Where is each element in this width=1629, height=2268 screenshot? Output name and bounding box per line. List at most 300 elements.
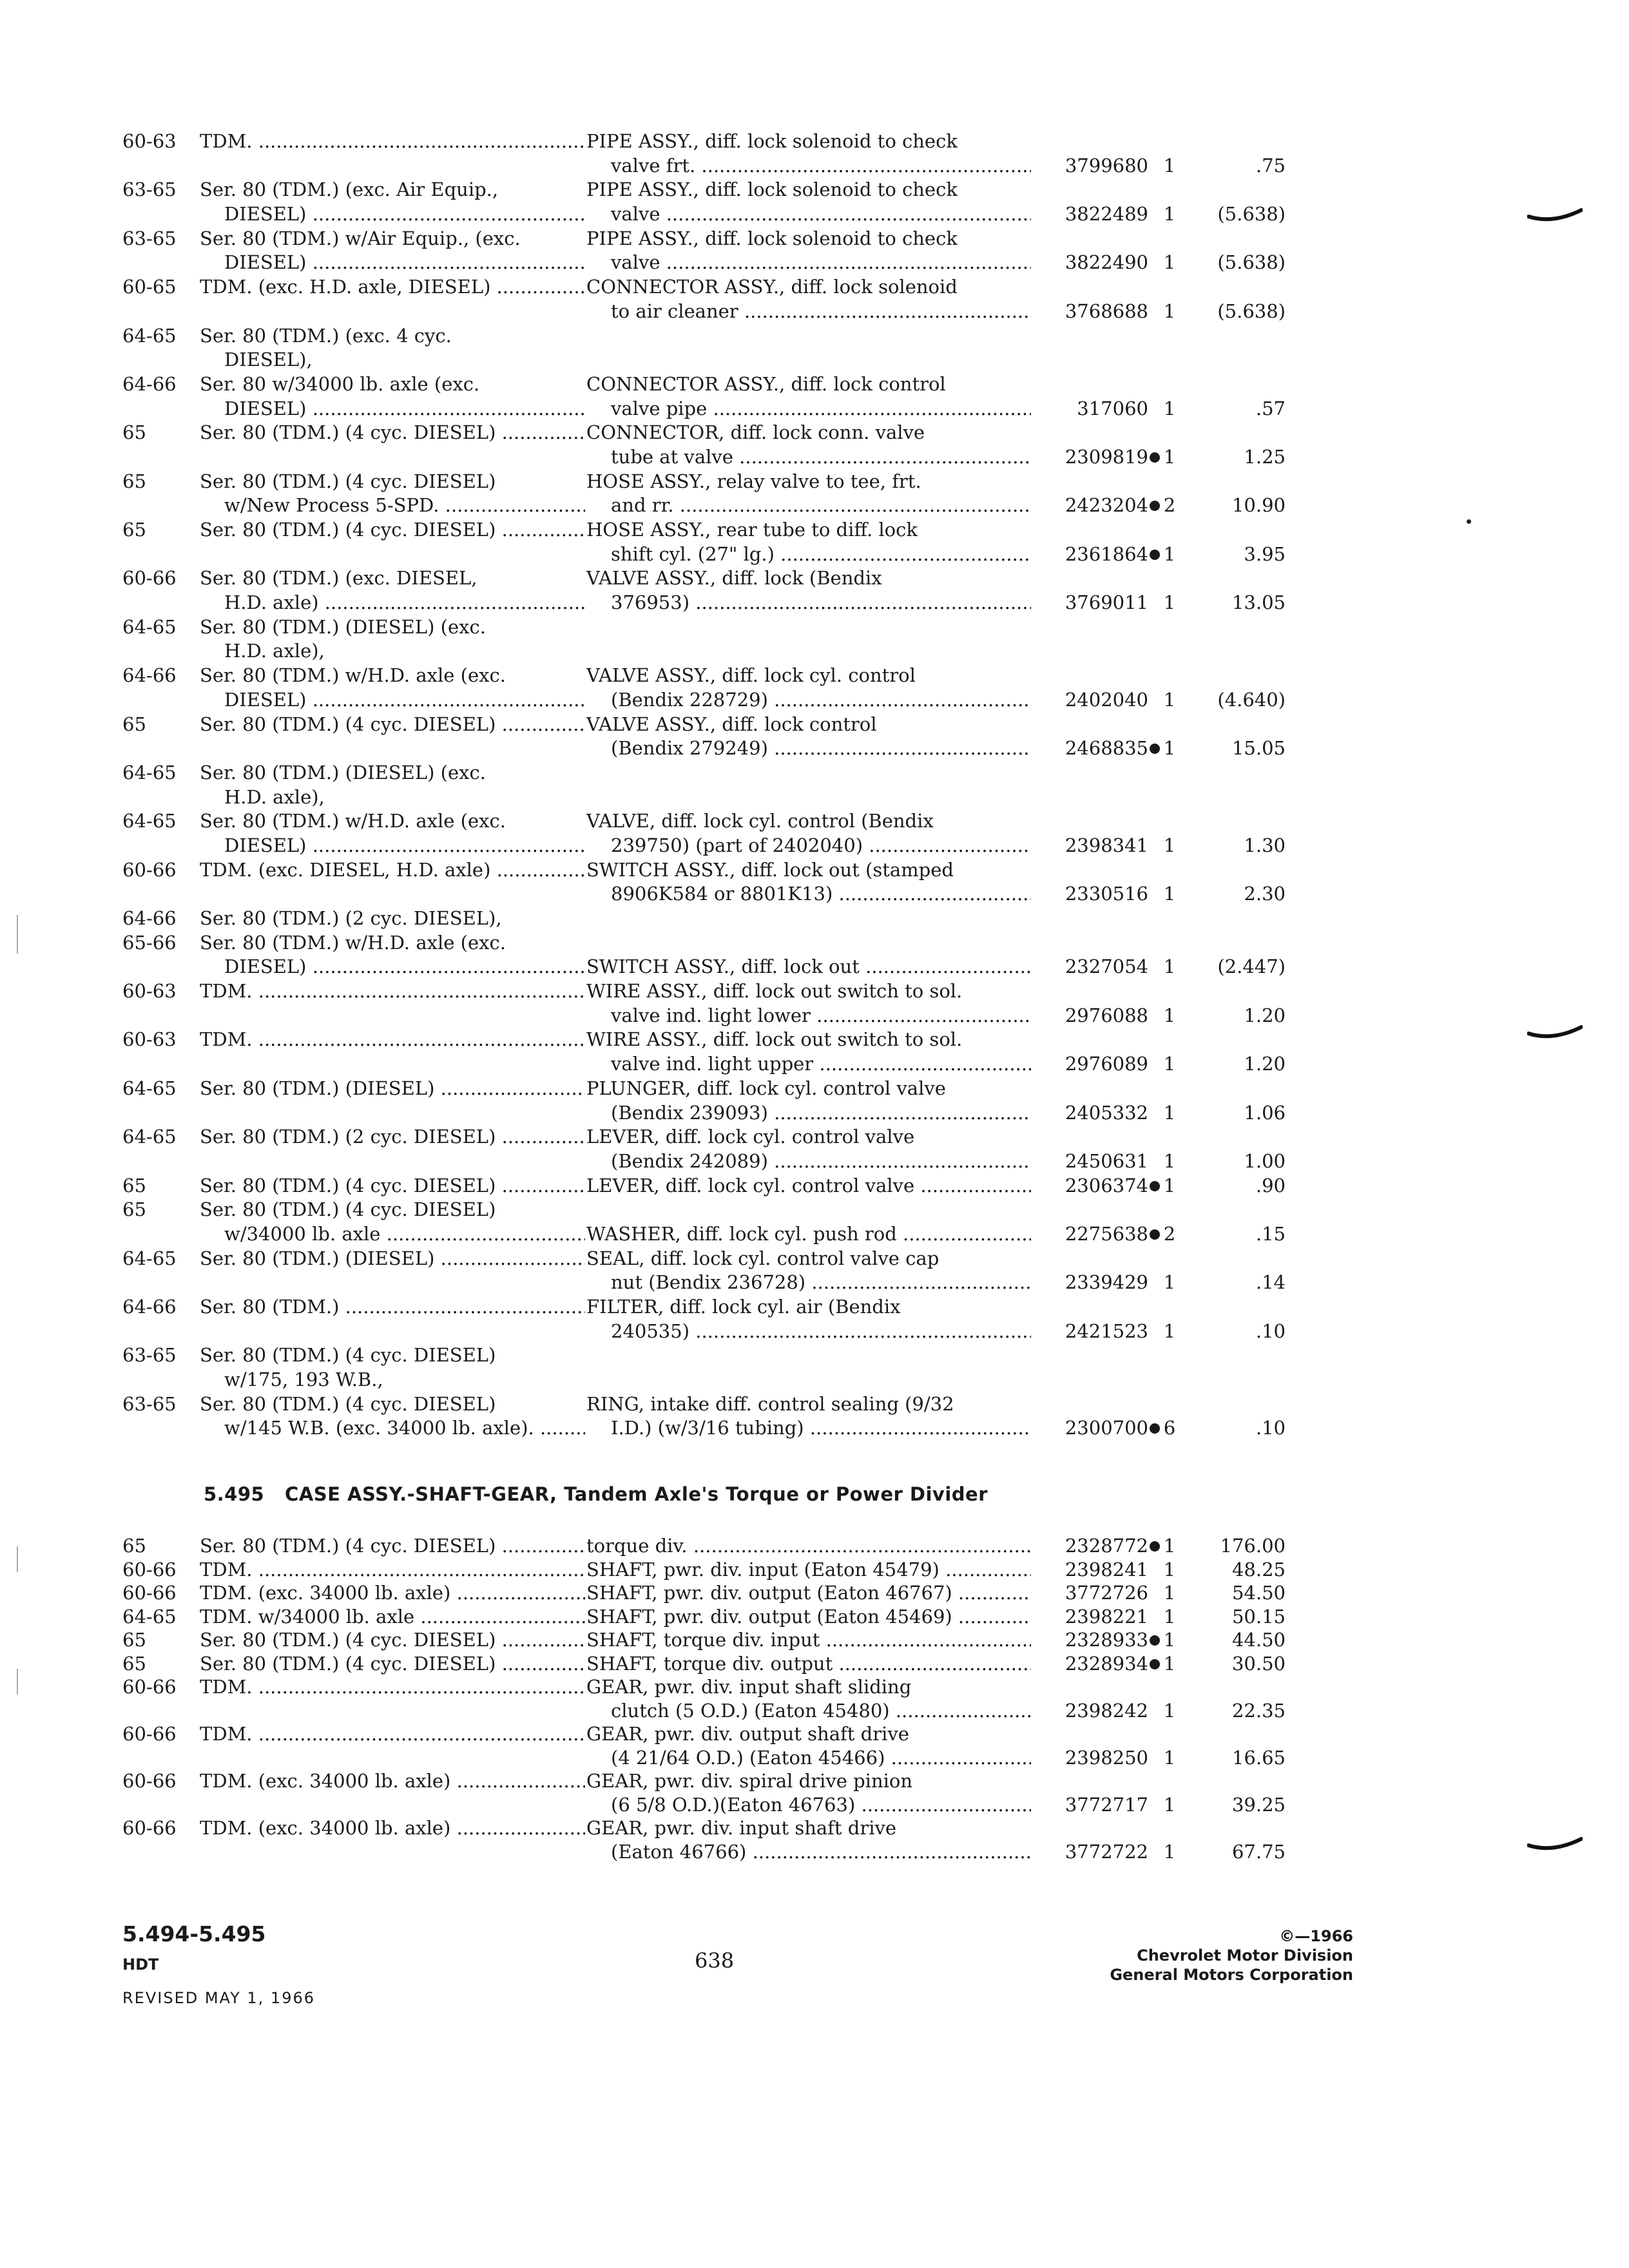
parts-row: [122, 930, 1286, 979]
quantity: 1: [1163, 1652, 1176, 1675]
model-application: [200, 930, 585, 955]
part-description: [586, 542, 1031, 566]
description-text: GEAR, pwr. div. input shaft drive: [586, 1817, 897, 1839]
price: 67.75: [1231, 1840, 1286, 1863]
row-line: [122, 396, 1286, 421]
part-description: [586, 1294, 1031, 1319]
model-text: Ser. 80 (TDM.) (exc. 4 cyc.: [200, 324, 452, 347]
part-number-text: 2328772: [1065, 1535, 1148, 1557]
model-year: 63-65: [122, 178, 177, 201]
leader-dots: [439, 494, 585, 516]
quantity: 1: [1163, 1535, 1176, 1557]
part-number-text: 2450631: [1065, 1149, 1148, 1172]
part-description: [586, 1581, 1031, 1605]
description-text: WIRE ASSY., diff. lock out switch to sol.: [586, 980, 963, 1003]
model-text: Ser. 80 (TDM.) w/H.D. axle (exc.: [200, 664, 506, 687]
price: (2.447): [1217, 956, 1286, 978]
parts-row: [122, 323, 1282, 372]
part-number-text: 2976089: [1065, 1053, 1148, 1075]
part-number: [1031, 1003, 1160, 1028]
leader-dots: [833, 883, 1031, 905]
part-number: [1031, 1173, 1160, 1198]
leader-dots: [660, 251, 1032, 273]
part-description: [586, 1270, 1031, 1294]
description-text: FILTER, diff. lock cyl. air (Bendix: [586, 1296, 901, 1318]
leader-dots: [952, 1582, 1031, 1604]
parts-row: [122, 1173, 1286, 1198]
model-text: Ser. 80 (TDM.) (4 cyc. DIESEL): [200, 1392, 496, 1415]
leader-dots: [813, 1053, 1031, 1075]
leader-dots: [414, 1606, 585, 1628]
leader-dots: [496, 421, 585, 443]
leader-dots: [534, 1417, 585, 1439]
part-number-text: 2328933: [1065, 1629, 1148, 1651]
row-line: [122, 1319, 1286, 1343]
part-number-text: 2330516: [1065, 883, 1148, 905]
price: 13.05: [1231, 591, 1286, 614]
quantity: 1: [1163, 737, 1176, 760]
part-description: [586, 274, 1031, 299]
model-application: [200, 202, 585, 226]
leader-dots: [496, 1629, 585, 1651]
quantity: 1: [1163, 1149, 1176, 1172]
leader-dots: [339, 1296, 585, 1318]
model-text: TDM. (exc. 34000 lb. axle): [200, 1770, 451, 1792]
leader-dots: [496, 1175, 585, 1196]
model-text: w/175, 193 W.B.,: [224, 1369, 383, 1391]
model-application: [200, 469, 585, 494]
description-text: (Bendix 279249): [611, 737, 768, 760]
leader-dots: [885, 1747, 1031, 1769]
part-number-text: 2398221: [1065, 1605, 1148, 1628]
row-line: [122, 1840, 1286, 1863]
leader-dots: [689, 1320, 1031, 1342]
leader-dots: [660, 203, 1032, 225]
price: (5.638): [1217, 251, 1286, 274]
description-text: torque div.: [586, 1535, 688, 1557]
leader-dots: [833, 1653, 1031, 1675]
row-line: [122, 712, 1282, 736]
model-text: TDM. (exc. H.D. axle, DIESEL): [200, 276, 491, 298]
row-line: [122, 1270, 1286, 1294]
part-description: [586, 250, 1031, 274]
part-description: [586, 1840, 1031, 1864]
row-line: [122, 517, 1282, 542]
quantity: 1: [1163, 688, 1176, 711]
row-line: [122, 153, 1286, 178]
price: .75: [1255, 154, 1286, 177]
leader-dots: [490, 859, 585, 881]
model-year: 64-65: [122, 1077, 177, 1099]
part-number: [1031, 1581, 1160, 1605]
model-year: 65: [122, 1198, 146, 1221]
part-number-text: 2402040: [1065, 688, 1148, 711]
quantity: 1: [1163, 203, 1176, 226]
model-year: 63-65: [122, 1344, 177, 1367]
model-application: [200, 1557, 585, 1582]
leader-dots: [496, 713, 585, 735]
quantity: 1: [1163, 300, 1176, 322]
part-number-text: 2405332: [1065, 1101, 1148, 1124]
model-text: TDM. (exc. 34000 lb. axle): [200, 1582, 451, 1604]
model-text: TDM.: [200, 130, 253, 152]
leader-dots: [768, 1102, 1031, 1124]
row-line: [122, 1792, 1286, 1816]
row-line: [122, 1628, 1286, 1651]
row-line: [122, 858, 1282, 882]
part-number-text: 2339429: [1065, 1271, 1148, 1294]
leader-dots: [804, 1417, 1031, 1439]
part-description: [586, 1003, 1031, 1028]
parts-row: [122, 1197, 1286, 1245]
part-description: [586, 1027, 1031, 1052]
parts-row: [122, 1027, 1286, 1075]
row-line: [122, 1197, 1282, 1222]
model-year: 64-65: [122, 1247, 177, 1269]
description-text: I.D.) (w/3/16 tubing): [611, 1417, 804, 1439]
model-application: [200, 785, 585, 809]
price: .15: [1255, 1222, 1286, 1245]
model-application: [200, 1173, 585, 1198]
model-text: DIESEL): [224, 203, 307, 226]
price: 1.30: [1244, 834, 1286, 856]
part-number-text: 3772726: [1065, 1582, 1148, 1604]
leader-dots: [897, 1223, 1031, 1245]
part-number-text: 2300700: [1065, 1417, 1148, 1439]
part-number-text: 2398242: [1065, 1699, 1148, 1722]
section-subtitle: Tandem Axle's Torque or Power Divider: [564, 1483, 988, 1505]
model-text: Ser. 80 (TDM.) w/Air Equip., (exc.: [200, 227, 521, 249]
price: 1.25: [1244, 445, 1286, 468]
model-application: [200, 250, 585, 274]
leader-dots: [940, 1559, 1031, 1581]
model-application: [200, 1027, 585, 1052]
row-line: [122, 1769, 1282, 1792]
description-text: PIPE ASSY., diff. lock solenoid to check: [586, 130, 958, 152]
model-application: [200, 1651, 585, 1676]
part-description: [586, 445, 1031, 469]
description-text: to air cleaner: [611, 300, 738, 322]
leader-dots: [768, 737, 1031, 759]
part-number-text: 2421523: [1065, 1320, 1148, 1342]
model-year: 60-63: [122, 980, 177, 1003]
quantity: 1: [1163, 1605, 1176, 1628]
footer-right: [1110, 1927, 1353, 1984]
description-text: valve ind. light lower: [611, 1004, 811, 1026]
part-number-text: 3769011: [1065, 591, 1148, 614]
quantity: 1: [1163, 1558, 1176, 1581]
page-number: 638: [695, 1948, 735, 1973]
price: 39.25: [1231, 1793, 1286, 1816]
leader-dots: [674, 494, 1031, 516]
description-text: tube at valve: [611, 445, 733, 468]
row-line: [122, 566, 1282, 590]
parts-row: [122, 1294, 1286, 1343]
price: 44.50: [1231, 1629, 1286, 1651]
quantity: 1: [1163, 883, 1176, 905]
model-year: 60-66: [122, 858, 177, 881]
part-description: [586, 858, 1031, 882]
part-number: [1031, 1792, 1160, 1817]
model-year: 65: [122, 1652, 146, 1675]
description-text: PIPE ASSY., diff. lock solenoid to check: [586, 227, 958, 249]
part-number: [1031, 1149, 1160, 1173]
parts-row: [122, 372, 1286, 420]
leader-dots: [253, 1559, 585, 1581]
binder-tick-mark: [1527, 1836, 1583, 1856]
part-description: [586, 663, 1031, 687]
leader-dots: [490, 276, 585, 298]
model-year: 65: [122, 519, 146, 541]
quantity: 6: [1163, 1417, 1176, 1439]
price: .10: [1255, 1417, 1286, 1439]
part-number-text: 2398250: [1065, 1746, 1148, 1769]
part-description: [586, 396, 1031, 421]
model-application: [200, 687, 585, 712]
part-number: [1031, 1651, 1160, 1676]
part-description: [586, 129, 1031, 153]
quantity: 1: [1163, 1320, 1176, 1342]
description-text: (4 21/64 O.D.) (Eaton 45466): [611, 1746, 885, 1769]
part-description: [586, 1628, 1031, 1652]
leader-dots: [860, 956, 1031, 977]
row-line: [122, 1367, 1282, 1392]
model-text: Ser. 80 (TDM.) (4 cyc. DIESEL): [200, 1344, 496, 1367]
model-text: Ser. 80 (TDM.): [200, 1296, 340, 1318]
quantity: 1: [1163, 1840, 1176, 1863]
description-text: (6 5/8 O.D.)(Eaton 46763): [611, 1793, 856, 1816]
quantity: 1: [1163, 251, 1176, 274]
part-description: [586, 1149, 1031, 1173]
model-text: TDM.: [200, 1723, 253, 1745]
leader-dots: [768, 1150, 1031, 1172]
row-line: [122, 1294, 1282, 1319]
part-description: [586, 1722, 1031, 1746]
part-number-text: 2398241: [1065, 1558, 1148, 1581]
description-text: 240535): [611, 1320, 690, 1342]
row-line: [122, 639, 1282, 663]
parts-row: [122, 129, 1286, 177]
price: 3.95: [1244, 543, 1286, 565]
description-text: SHAFT, pwr. div. input (Eaton 45479): [586, 1558, 940, 1581]
part-number: [1031, 1222, 1160, 1246]
row-line: [122, 445, 1286, 469]
part-description: [586, 979, 1031, 1003]
model-application: [200, 615, 585, 639]
row-line: [122, 1745, 1286, 1769]
part-number: [1031, 1416, 1160, 1440]
model-application: [200, 1294, 585, 1319]
model-year: 65: [122, 1535, 146, 1557]
model-text: Ser. 80 (TDM.) (4 cyc. DIESEL): [200, 519, 496, 541]
price: 54.50: [1231, 1582, 1286, 1604]
part-description: [586, 954, 1031, 979]
model-application: [200, 420, 585, 445]
price: 50.15: [1231, 1605, 1286, 1628]
part-description: [586, 1124, 1031, 1149]
leader-dots: [738, 300, 1031, 322]
row-line: [122, 1246, 1282, 1271]
leader-dots: [768, 689, 1031, 711]
quantity: 1: [1163, 154, 1176, 177]
model-text: Ser. 80 (TDM.) (exc. Air Equip.,: [200, 178, 499, 201]
price: .90: [1255, 1174, 1286, 1196]
parts-row: [122, 1581, 1286, 1604]
leader-dots: [496, 1535, 585, 1557]
parts-row: [122, 712, 1286, 760]
leader-dots: [952, 1606, 1031, 1628]
model-year: 64-66: [122, 907, 177, 929]
model-application: [200, 1076, 585, 1100]
footer-left: [122, 1921, 315, 2007]
price: .57: [1255, 397, 1286, 419]
description-text: valve ind. light upper: [611, 1053, 814, 1075]
leader-dots: [855, 1794, 1031, 1816]
parts-row: [122, 1604, 1286, 1628]
description-text: SHAFT, torque div. output: [586, 1652, 833, 1675]
part-number-text: 3768688: [1065, 300, 1148, 322]
quantity: 1: [1163, 1582, 1176, 1604]
model-application: [200, 663, 585, 687]
description-text: valve: [611, 251, 660, 274]
part-number: [1031, 736, 1160, 760]
copyright: ©—1966: [1279, 1927, 1353, 1945]
section-number: 5.495: [204, 1483, 265, 1505]
part-number: [1031, 493, 1160, 517]
model-year: 64-66: [122, 372, 177, 395]
part-number-text: 2328934: [1065, 1652, 1148, 1675]
model-application: [200, 129, 585, 153]
leader-dots: [306, 398, 585, 419]
speck-mark: [1467, 519, 1471, 524]
leader-dots: [306, 834, 585, 856]
row-line: [122, 372, 1282, 396]
part-description: [586, 687, 1031, 712]
model-application: [200, 1246, 585, 1271]
model-text: Ser. 80 (TDM.) (DIESEL) (exc.: [200, 761, 486, 783]
part-description: [586, 1533, 1031, 1558]
description-text: valve frt.: [611, 154, 696, 177]
price: 15.05: [1231, 737, 1286, 760]
part-number-text: 2361864: [1065, 543, 1148, 565]
quantity: 1: [1163, 1174, 1176, 1196]
model-application: [200, 1124, 585, 1149]
description-text: shift cyl. (27" lg.): [611, 543, 775, 565]
part-number-text: 2398341: [1065, 834, 1148, 856]
model-text: Ser. 80 (TDM.) (2 cyc. DIESEL): [200, 1126, 496, 1148]
model-text: H.D. axle): [224, 591, 319, 614]
model-application: [200, 906, 585, 930]
quantity: 1: [1163, 445, 1176, 468]
model-text: TDM. (exc. DIESEL, H.D. axle): [200, 858, 491, 881]
leader-dots: [914, 1175, 1031, 1196]
parts-row: [122, 274, 1286, 323]
model-application: [200, 590, 585, 615]
row-line: [122, 954, 1286, 979]
parts-row: [122, 1722, 1286, 1769]
description-text: (Bendix 228729): [611, 688, 768, 711]
quantity: 1: [1163, 1699, 1176, 1722]
model-text: Ser. 80 (TDM.) (DIESEL): [200, 1077, 435, 1099]
model-application: [200, 1769, 585, 1793]
description-text: clutch (5 O.D.) (Eaton 45480): [611, 1699, 890, 1722]
row-line: [122, 250, 1286, 274]
parts-row: [122, 1124, 1286, 1173]
model-text: Ser. 80 (TDM.) w/H.D. axle (exc.: [200, 810, 506, 832]
description-text: SWITCH ASSY., diff. lock out (stamped: [586, 858, 954, 881]
part-number: [1031, 1270, 1160, 1294]
part-number: [1031, 1698, 1160, 1723]
quantity: 2: [1163, 1222, 1176, 1245]
leader-dots: [775, 543, 1031, 565]
quantity: 1: [1163, 1271, 1176, 1294]
leader-dots: [253, 1676, 585, 1698]
model-application: [200, 347, 585, 372]
part-number-text: 317060: [1077, 397, 1148, 419]
price: (5.638): [1217, 300, 1286, 322]
parts-row: [122, 177, 1286, 226]
leader-dots: [450, 1817, 585, 1839]
parts-row: [122, 1557, 1286, 1581]
leader-dots: [434, 1077, 585, 1099]
description-text: 239750) (part of 2402040): [611, 834, 863, 856]
model-application: [200, 1367, 585, 1392]
part-number: [1031, 1604, 1160, 1629]
model-application: [200, 1533, 585, 1558]
part-description: [586, 566, 1031, 590]
model-year: 60-66: [122, 567, 177, 590]
row-line: [122, 493, 1286, 517]
model-text: DIESEL): [224, 688, 307, 711]
margin-mark: [17, 1669, 18, 1695]
model-text: TDM. (exc. 34000 lb. axle): [200, 1817, 451, 1839]
row-line: [122, 1416, 1286, 1440]
model-year: 65: [122, 470, 146, 492]
model-text: DIESEL): [224, 956, 307, 978]
parts-row: [122, 1343, 1282, 1391]
part-number-text: 3799680: [1065, 154, 1148, 177]
section-code: 5.494-5.495: [122, 1921, 266, 1946]
model-application: [200, 954, 585, 979]
margin-mark: [17, 1546, 18, 1572]
description-text: HOSE ASSY., rear tube to diff. lock: [586, 519, 918, 541]
model-application: [200, 1392, 585, 1416]
model-year: 60-63: [122, 1028, 177, 1051]
quantity: 1: [1163, 956, 1176, 978]
model-application: [200, 1222, 585, 1246]
leader-dots: [253, 1028, 585, 1050]
parts-row: [122, 1769, 1286, 1816]
part-description: [586, 1246, 1031, 1271]
model-application: [200, 274, 585, 299]
model-application: [200, 979, 585, 1003]
description-text: WASHER, diff. lock cyl. push rod: [586, 1222, 897, 1245]
leader-dots: [380, 1223, 585, 1245]
parts-row: [122, 1533, 1286, 1557]
leader-dots: [306, 203, 585, 225]
parts-row: [122, 1816, 1286, 1863]
model-application: [200, 493, 585, 517]
part-number: [1031, 1628, 1160, 1652]
section-title: CASE ASSY.-SHAFT-GEAR,: [285, 1483, 557, 1505]
model-text: w/145 W.B. (exc. 34000 lb. axle).: [224, 1417, 534, 1439]
quantity: 1: [1163, 1101, 1176, 1124]
model-text: Ser. 80 (TDM.) w/H.D. axle (exc.: [200, 931, 506, 954]
parts-row: [122, 760, 1282, 809]
parts-row: [122, 906, 1282, 930]
model-text: Ser. 80 (TDM.) (4 cyc. DIESEL): [200, 1174, 496, 1196]
parts-row: [122, 1675, 1286, 1722]
